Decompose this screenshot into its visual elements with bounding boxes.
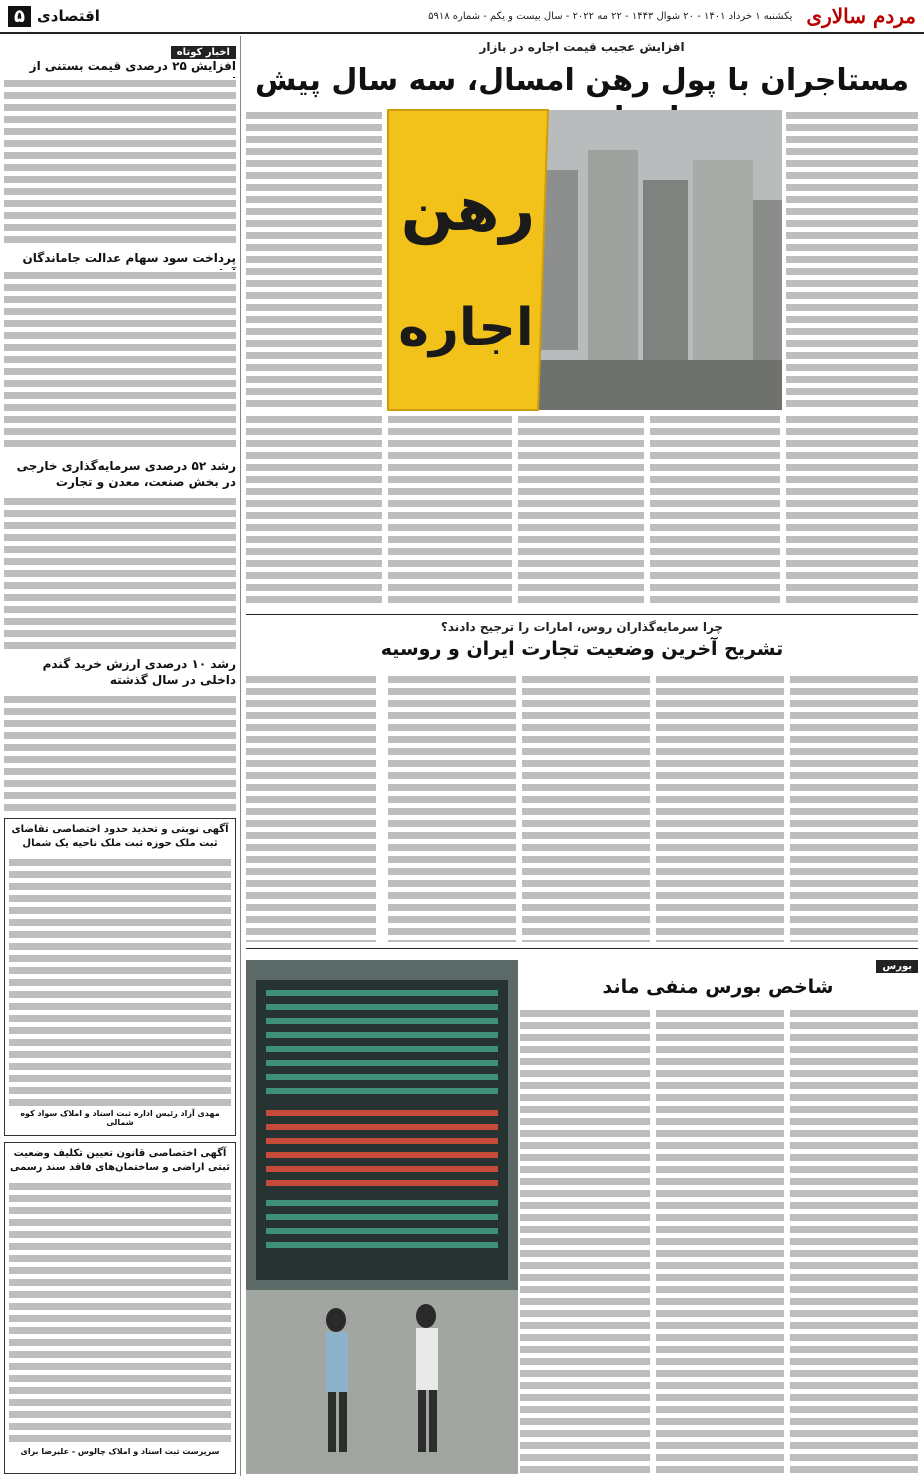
trade-headline: تشریح آخرین وضعیت تجارت ایران و روسیه — [380, 638, 784, 660]
sidebar-body-1 — [4, 78, 236, 244]
lead-body-col-1 — [786, 110, 918, 410]
short-news-tag: اخبار کوتاه — [171, 46, 236, 59]
sidebar-body-4 — [4, 694, 236, 812]
lead-body-col-2 — [650, 414, 780, 608]
masthead — [0, 0, 924, 34]
trade-body-col-1 — [790, 674, 918, 942]
sidebar-headline-4: رشد ۱۰ درصدی ارزش خرید گندم داخلی در سال گذشته — [42, 657, 236, 687]
trade-body-col-3 — [522, 674, 650, 942]
lead-body-col-3b — [388, 414, 512, 608]
lead-headline: مستاجران با پول رهن امسال، سه سال پیش — [254, 63, 910, 98]
dateline: یکشنبه ۱ خرداد ۱۴۰۱ - ۲۰ شوال ۱۴۴۳ - ۲۲ مه ۲۰۲۲ - سال بیست و یکم - شماره ۵۹۱۸ — [428, 10, 793, 22]
legal-notice-1-footer: مهدی آزاد رئیس اداره ثبت اسناد و املاک سواد کوه شمالی — [20, 1109, 220, 1127]
lead-kicker: افزایش عجیب قیمت اجاره در بازار — [479, 40, 685, 54]
bourse-body-col-3 — [520, 1008, 650, 1474]
trade-body-col-5 — [246, 674, 376, 942]
sidebar-headline-1: افزایش ۲۵ درصدی قیمت بستنی از — [29, 59, 236, 73]
section-title: اقتصادی — [37, 7, 100, 25]
legal-notice-2-footer: سرپرست ثبت اسناد و املاک چالوس - علیرضا برای — [20, 1447, 220, 1456]
bourse-body-col-2 — [656, 1008, 784, 1474]
lead-photo — [388, 110, 782, 410]
divider — [246, 948, 918, 949]
legal-notice-1 — [4, 818, 236, 1136]
lead-body-col-4b — [246, 414, 382, 608]
lead-body-col-1b — [786, 414, 918, 608]
sidebar-body-2 — [4, 270, 236, 452]
rent-sign-photo — [388, 110, 782, 410]
legal-notice-2 — [4, 1142, 236, 1474]
legal-notice-1-title: آگهی نوبتی و تحدید حدود اختصاصی تقاضای ثبت ملک حوزه ثبت ملک ناحیه یک شمال — [11, 824, 229, 849]
trade-body-col-2 — [656, 674, 784, 942]
sidebar-tag-row — [4, 40, 236, 58]
column-divider — [240, 36, 241, 1476]
bourse-headline: شاخص بورس منفی ماند — [602, 976, 834, 998]
bourse-body-col-1 — [790, 1008, 918, 1474]
bourse-tag: بورس — [876, 960, 918, 973]
stock-exchange-photo — [246, 960, 518, 1474]
page-number: ۵ — [8, 6, 31, 27]
divider — [246, 614, 918, 615]
sidebar-body-3 — [4, 496, 236, 650]
sidebar-headline-2: پرداخت سود سهام عدالت جاماندگان — [22, 251, 236, 265]
trade-body-col-4 — [388, 674, 516, 942]
lead-body-col-4 — [246, 110, 382, 410]
lead-body-col-3 — [518, 414, 644, 608]
legal-notice-2-title: آگهی اختصاصی قانون تعیین تکلیف وضعیت ثبتی اراضی و ساختمان‌های فاقد سند رسمی — [10, 1148, 230, 1173]
trade-kicker: چرا سرمایه‌گذاران روس، امارات را ترجیح دادند؟ — [440, 620, 724, 634]
bourse-photo — [246, 960, 518, 1474]
sign-text-rent: رهن — [400, 172, 536, 245]
newspaper-logo: مردم سالاری — [806, 4, 916, 28]
sidebar-headline-3: رشد ۵۲ درصدی سرمایه‌گذاری خارجی در بخش صنعت، معدن و تجارت — [16, 459, 236, 489]
sign-text-lease: اجاره — [398, 298, 534, 358]
